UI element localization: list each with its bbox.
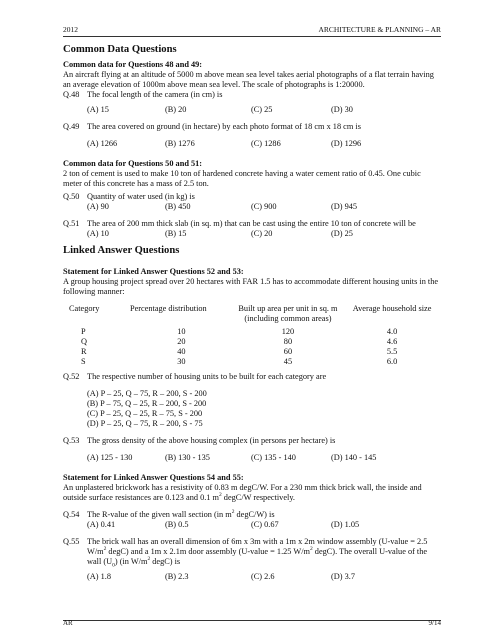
question-number: Q.49 [63, 122, 80, 131]
table-cell: 80 [283, 337, 293, 346]
question-53 [63, 436, 441, 446]
page-footer [63, 619, 441, 629]
question-51 [63, 219, 441, 229]
question-number: Q.54 [63, 510, 80, 519]
table-cell: 45 [283, 357, 293, 366]
linked-text-52: A group housing project spread over 20 hectares with FAR 1.5 has to accommodate different housing units in the following manner: [63, 277, 439, 296]
option-c: (C) 1286 [251, 139, 281, 148]
option-b: (B) 130 - 135 [165, 453, 210, 462]
table-cell: 40 [177, 347, 186, 356]
table-cell: P [81, 327, 86, 336]
table-cell: 30 [177, 357, 186, 366]
options-52 [87, 389, 441, 429]
option-d: (D) 25 [331, 229, 353, 238]
section-title-common-data: Common Data Questions [63, 44, 177, 55]
option-a: (A) 15 [87, 105, 109, 114]
question-number: Q.48 [63, 90, 80, 99]
question-number: Q.50 [63, 192, 80, 201]
table-cell: 20 [177, 337, 186, 346]
linked-text-54: An unplastered brickwork has a resistivity of 0.83 m degC/W. For a 230 mm thick brick wall, the inside and outside surface resistances are 0.123 and 0.1 $m^2$ degC/W respectively. [63, 483, 422, 502]
options-51 [87, 229, 441, 239]
table-cell: 4.6 [386, 337, 398, 346]
question-number: Q.55 [63, 537, 80, 546]
question-number: Q.51 [63, 219, 80, 228]
table-header: Percentage distribution [129, 304, 207, 313]
option-a: (A) P – 25, Q – 75, R – 200, S - 200 [87, 389, 207, 398]
linked-heading-54: Statement for Linked Answer Questions 54 and 55: [63, 473, 244, 482]
table-cell: 120 [281, 327, 295, 336]
table-cell: 6.0 [386, 357, 398, 366]
question-text: The area covered on ground (in hectare) by each photo format of 18 cm x 18 cm is [87, 122, 361, 131]
option-a: (A) 1266 [87, 139, 118, 148]
option-b: (B) 20 [165, 105, 187, 114]
table-header-main: Built up area per unit in sq. m [238, 304, 338, 313]
table-row [69, 337, 441, 347]
option-b: (B) 0.5 [165, 520, 189, 529]
common-data-text-48: An aircraft flying at an altitude of 5000 m above mean sea level takes aerial photographs of a flat terrain having an average elevation of 1000m above mean sea level. The scale of photographs is 1:20000. [63, 70, 434, 89]
table-header-row [69, 304, 441, 324]
question-text: The R-value of the given wall section (in $m^2$ degC/W) is [87, 509, 275, 519]
page-header [63, 23, 441, 35]
option-a: (A) 90 [87, 202, 109, 211]
option-b: (B) P – 75, Q – 25, R – 200, S - 200 [87, 399, 207, 408]
question-text: The gross density of the above housing complex (in persons per hectare) is [87, 436, 336, 445]
options-49 [87, 139, 441, 149]
table-header: Average household size [352, 304, 432, 313]
option-b: (B) 2.3 [165, 572, 189, 581]
option-c: (C) P – 25, Q – 25, R – 75, S - 200 [87, 409, 203, 418]
table-header [233, 304, 343, 324]
option-b: (B) 1276 [165, 139, 195, 148]
question-number: Q.52 [63, 372, 80, 381]
option-c: (C) 20 [251, 229, 273, 238]
section-title-linked-answer: Linked Answer Questions [63, 245, 180, 256]
linked-heading-52: Statement for Linked Answer Questions 52 and 53: [63, 267, 244, 276]
option-d: (D) 30 [331, 105, 353, 114]
option-c: (C) 2.6 [251, 572, 275, 581]
common-data-heading-48: Common data for Questions 48 and 49: [63, 60, 203, 69]
question-48 [63, 90, 441, 100]
question-number: Q.53 [63, 436, 80, 445]
option-d: (D) P – 25, Q – 75, R – 200, S - 75 [87, 419, 203, 428]
table-row [69, 347, 441, 357]
options-48 [87, 105, 441, 115]
option-a: (A) 0.41 [87, 520, 116, 529]
header-year: 2012 [63, 25, 78, 34]
table-cell: R [81, 347, 87, 356]
options-50 [87, 202, 441, 212]
footer-code: AR [63, 619, 73, 627]
question-text: The focal length of the camera (in cm) is [87, 90, 223, 99]
option-d: (D) 945 [331, 202, 358, 211]
question-55 [63, 537, 441, 567]
question-54 [63, 510, 441, 520]
question-text: The respective number of housing units to be built for each category are [87, 372, 327, 381]
option-c: (C) 900 [251, 202, 277, 211]
table-cell: 4.0 [386, 327, 398, 336]
page-body [63, 41, 441, 582]
table-cell: 10 [177, 327, 186, 336]
header-subject: ARCHITECTURE & PLANNING – AR [318, 25, 441, 34]
housing-table [69, 304, 441, 367]
option-d: (D) 140 - 145 [331, 453, 377, 462]
header-rule [63, 36, 441, 37]
question-text: Quantity of water used (in kg) is [87, 192, 195, 201]
options-55 [87, 572, 441, 582]
table-row [69, 357, 441, 367]
option-a: (A) 1.8 [87, 572, 111, 581]
table-cell: 5.5 [386, 347, 398, 356]
table-cell: 60 [283, 347, 293, 356]
common-data-text-50: 2 ton of cement is used to make 10 ton of hardened concrete having a water cement ratio of 0.45. One cubic meter of this concrete has a mass of 2.5 ton. [63, 169, 421, 188]
question-49 [63, 122, 441, 132]
option-a: (A) 10 [87, 229, 109, 238]
option-c: (C) 135 - 140 [251, 453, 296, 462]
question-52 [63, 372, 441, 382]
option-d: (D) 3.7 [331, 572, 355, 581]
option-b: (B) 15 [165, 229, 187, 238]
question-text: The brick wall has an overall dimension of 6m x 3m with a 1m x 2m window assembly (U-value = 2.5 $W/m^2$ degC) and a 1m x 2.1m door assembly (U-value = 1.25 $W/m^2$ degC). The overall U-value of the wall $(U_0)$ (in $W/m^2$ degC) is [87, 537, 428, 569]
common-data-heading-50: Common data for Questions 50 and 51: [63, 159, 203, 168]
question-text: The area of 200 mm thick slab (in sq. m) that can be cast using the entire 10 ton of concrete will be [87, 219, 416, 228]
option-d: (D) 1.05 [331, 520, 360, 529]
table-header-sub: (including common areas) [244, 314, 332, 323]
option-c: (C) 0.67 [251, 520, 279, 529]
table-cell: S [81, 357, 86, 366]
options-53 [87, 453, 441, 463]
options-54 [87, 520, 441, 530]
table-cell: Q [81, 337, 87, 346]
option-b: (B) 450 [165, 202, 191, 211]
question-50 [63, 192, 441, 202]
option-d: (D) 1296 [331, 139, 362, 148]
table-header: Category [69, 304, 100, 313]
option-c: (C) 25 [251, 105, 273, 114]
footer-page-number: 9/14 [428, 619, 441, 627]
option-a: (A) 125 - 130 [87, 453, 133, 462]
table-row [69, 327, 441, 337]
